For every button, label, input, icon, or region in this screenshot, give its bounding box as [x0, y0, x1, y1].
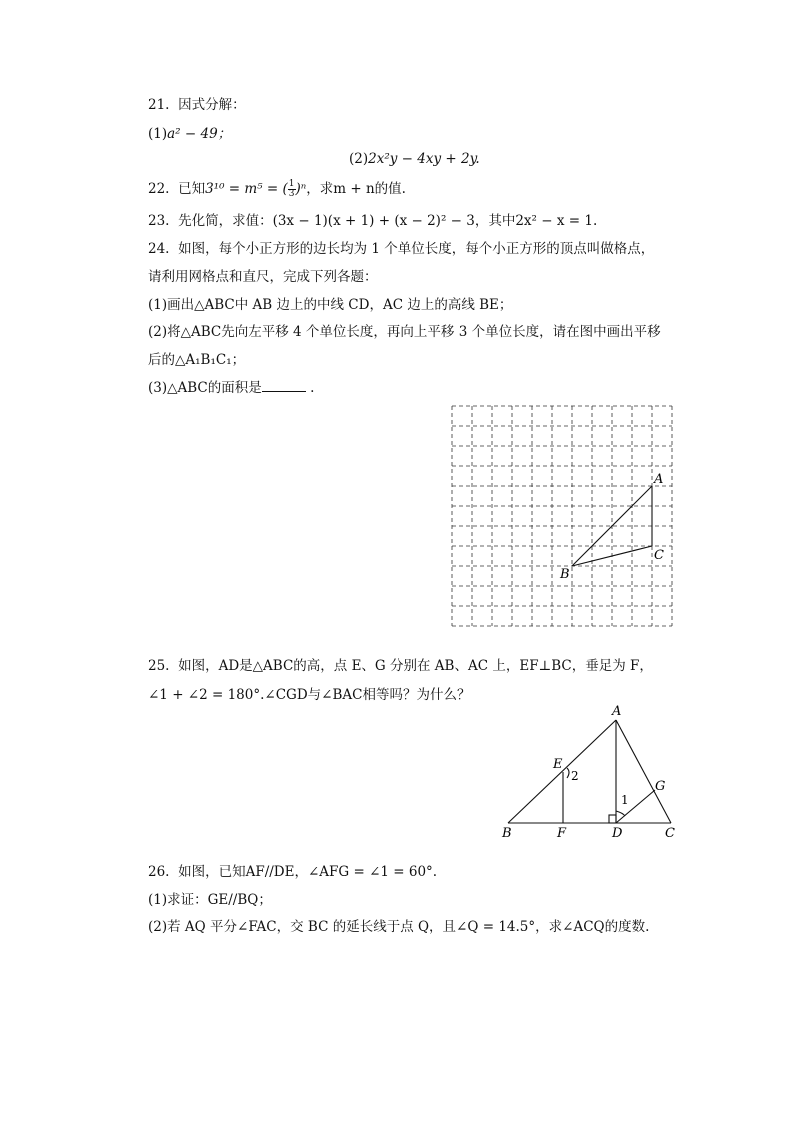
- q23-text: 先化简，求值：(3x − 1)(x + 1) + (x − 2)² − 3，其中2x² − x = 1.: [178, 213, 598, 229]
- q26-part1: (1)求证：GE//BQ；: [148, 892, 272, 908]
- q21-part1: (1)a² − 49；: [148, 126, 232, 142]
- answer-blank[interactable]: [262, 379, 306, 392]
- q21-part1-expr: a² − 49；: [167, 126, 232, 142]
- q21-part2-expr: 2x²y − 4xy + 2y.: [368, 151, 480, 167]
- point-d-label: D: [612, 826, 623, 841]
- segment-ac: [616, 720, 671, 823]
- point-a-label: A: [612, 704, 622, 719]
- q22: 22. 已知3¹⁰ = m⁵ = ( $\frac{1}{3}$ )ⁿ，求m + n的值.: [148, 179, 406, 199]
- q24-part2-b: 后的△A₁B₁C₁；: [148, 352, 246, 368]
- angle-1-label: 1: [621, 793, 629, 807]
- q22-fraction: $\frac{1}{3}$: [288, 179, 295, 199]
- q26-number: 26.: [148, 864, 170, 880]
- q21-part2: (2)2x²y − 4xy + 2y.: [349, 151, 480, 167]
- point-c-label: C: [654, 548, 664, 563]
- q24-intro-1: 24. 如图，每个小正方形的边长均为 1 个单位长度，每个小正方形的顶点叫做格点，: [148, 241, 655, 257]
- point-b-label: B: [560, 567, 570, 582]
- q25-number: 25.: [148, 658, 170, 674]
- q26-line-1: 26. 如图，已知AF//DE，∠AFG = ∠1 = 60°.: [148, 864, 438, 880]
- point-c-label: C: [665, 826, 675, 841]
- q24-grid-figure: [446, 402, 676, 634]
- q21-number: 21.: [148, 97, 170, 113]
- angle-1-arc: [616, 811, 625, 816]
- q21-heading: [148, 96, 246, 114]
- q21-title: 因式分解：: [178, 97, 246, 113]
- q24-intro-2: 请利用网格点和直尺，完成下列各题：: [148, 269, 378, 285]
- right-angle-mark: [609, 815, 616, 823]
- point-f-label: F: [557, 826, 567, 841]
- q24-number: 24.: [148, 241, 170, 257]
- q24-part2-a: (2)将△ABC先向左平移 4 个单位长度，再向上平移 3 个单位长度，请在图中画出平移: [148, 324, 661, 340]
- grid-lines: [452, 406, 672, 626]
- q26-part2: (2)若 AQ 平分∠FAC，交 BC 的延长线于点 Q，且∠Q = 14.5°，求∠ACQ的度数.: [148, 919, 650, 935]
- point-a-label: A: [654, 472, 664, 487]
- point-b-label: B: [502, 826, 512, 841]
- q25-line-1: 25. 如图，AD是△ABC的高，点 E、G 分别在 AB、AC 上，EF⊥BC，垂足为 F，: [148, 658, 653, 674]
- angle-2-arc: [567, 768, 569, 778]
- q24-part1: (1)画出△ABC中 AB 边上的中线 CD，AC 边上的高线 BE；: [148, 297, 513, 313]
- q25-triangle-figure: [494, 700, 684, 842]
- point-e-label: E: [553, 757, 563, 772]
- q25-line-2: ∠1 + ∠2 = 180°.∠CGD与∠BAC相等吗？为什么？: [148, 687, 471, 703]
- point-g-label: G: [655, 779, 666, 794]
- q22-number: 22.: [148, 181, 170, 197]
- q24-part3: (3)△ABC的面积是 .: [148, 380, 315, 396]
- angle-2-label: 2: [571, 769, 579, 783]
- q23: [148, 212, 597, 230]
- q23-number: 23.: [148, 213, 170, 229]
